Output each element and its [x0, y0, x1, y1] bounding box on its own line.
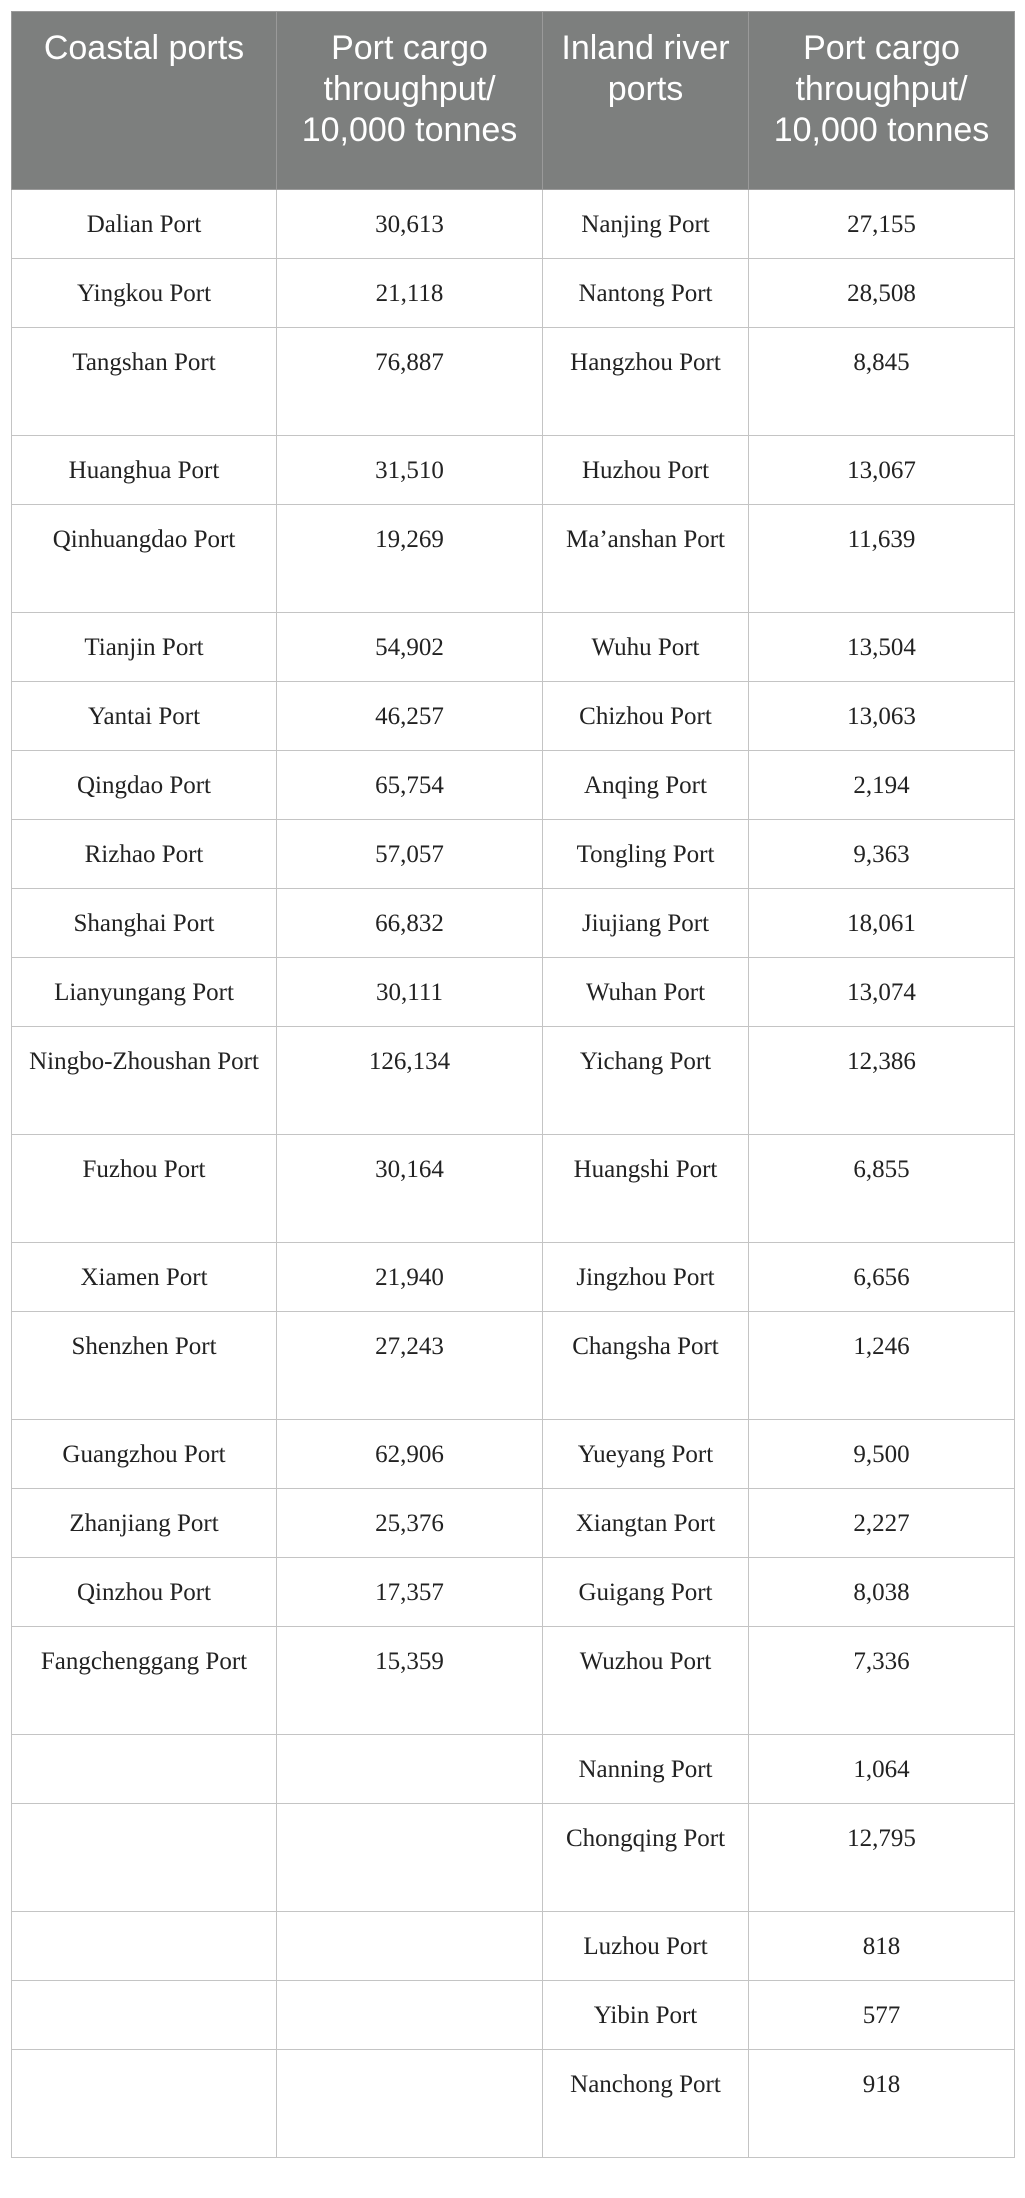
coastal-port-cell: Yantai Port	[12, 682, 277, 751]
table-row	[12, 259, 1015, 328]
coastal-port-cell	[12, 1804, 277, 1912]
inland-port-cell: Wuzhou Port	[543, 1627, 749, 1735]
coastal-port-cell: Shenzhen Port	[12, 1312, 277, 1420]
inland-throughput-cell: 13,074	[749, 958, 1015, 1027]
coastal-throughput-cell: 57,057	[277, 820, 543, 889]
coastal-throughput-cell: 27,243	[277, 1312, 543, 1420]
inland-throughput-cell: 12,795	[749, 1804, 1015, 1912]
coastal-port-cell: Qinhuangdao Port	[12, 505, 277, 613]
table-row	[12, 1804, 1015, 1912]
inland-port-cell: Anqing Port	[543, 751, 749, 820]
inland-port-cell: Wuhu Port	[543, 613, 749, 682]
coastal-port-cell: Dalian Port	[12, 190, 277, 259]
inland-throughput-cell: 2,194	[749, 751, 1015, 820]
inland-throughput-cell: 13,067	[749, 436, 1015, 505]
table-row	[12, 1981, 1015, 2050]
inland-port-cell: Xiangtan Port	[543, 1489, 749, 1558]
inland-port-cell: Chongqing Port	[543, 1804, 749, 1912]
coastal-throughput-cell: 15,359	[277, 1627, 543, 1735]
inland-throughput-cell: 9,363	[749, 820, 1015, 889]
coastal-port-cell: Xiamen Port	[12, 1243, 277, 1312]
header-row	[12, 12, 1015, 190]
coastal-throughput-cell: 65,754	[277, 751, 543, 820]
coastal-throughput-cell: 17,357	[277, 1558, 543, 1627]
inland-throughput-cell: 8,038	[749, 1558, 1015, 1627]
inland-throughput-cell: 11,639	[749, 505, 1015, 613]
table-row	[12, 751, 1015, 820]
coastal-port-cell: Lianyungang Port	[12, 958, 277, 1027]
coastal-port-cell	[12, 1912, 277, 1981]
inland-throughput-cell: 1,064	[749, 1735, 1015, 1804]
inland-port-cell: Changsha Port	[543, 1312, 749, 1420]
table-row	[12, 1420, 1015, 1489]
inland-throughput-cell: 12,386	[749, 1027, 1015, 1135]
inland-throughput-cell: 27,155	[749, 190, 1015, 259]
coastal-throughput-cell	[277, 1735, 543, 1804]
table-row	[12, 2050, 1015, 2158]
inland-port-cell: Yueyang Port	[543, 1420, 749, 1489]
coastal-throughput-cell: 30,164	[277, 1135, 543, 1243]
table-row	[12, 1627, 1015, 1735]
table-row	[12, 1027, 1015, 1135]
coastal-port-cell: Shanghai Port	[12, 889, 277, 958]
coastal-throughput-cell: 30,111	[277, 958, 543, 1027]
coastal-throughput-cell: 66,832	[277, 889, 543, 958]
coastal-port-cell: Zhanjiang Port	[12, 1489, 277, 1558]
inland-throughput-cell: 8,845	[749, 328, 1015, 436]
table-row	[12, 613, 1015, 682]
coastal-port-cell	[12, 1735, 277, 1804]
coastal-port-cell: Rizhao Port	[12, 820, 277, 889]
inland-port-cell: Tongling Port	[543, 820, 749, 889]
coastal-throughput-cell: 54,902	[277, 613, 543, 682]
table-body	[12, 190, 1015, 2158]
coastal-throughput-cell: 21,940	[277, 1243, 543, 1312]
table-row	[12, 889, 1015, 958]
inland-port-cell: Nanchong Port	[543, 2050, 749, 2158]
coastal-throughput-cell: 76,887	[277, 328, 543, 436]
inland-throughput-cell: 1,246	[749, 1312, 1015, 1420]
coastal-throughput-cell: 126,134	[277, 1027, 543, 1135]
inland-port-cell: Yichang Port	[543, 1027, 749, 1135]
coastal-throughput-cell: 25,376	[277, 1489, 543, 1558]
inland-port-cell: Jiujiang Port	[543, 889, 749, 958]
coastal-port-cell: Qinzhou Port	[12, 1558, 277, 1627]
coastal-throughput-cell: 19,269	[277, 505, 543, 613]
header-coastal-ports: Coastal ports	[12, 12, 277, 190]
coastal-throughput-cell	[277, 1804, 543, 1912]
coastal-port-cell	[12, 2050, 277, 2158]
table-row	[12, 1489, 1015, 1558]
table-row	[12, 190, 1015, 259]
inland-throughput-cell: 2,227	[749, 1489, 1015, 1558]
inland-throughput-cell: 13,063	[749, 682, 1015, 751]
table-row	[12, 505, 1015, 613]
table-row	[12, 328, 1015, 436]
coastal-throughput-cell	[277, 2050, 543, 2158]
coastal-port-cell: Fangchenggang Port	[12, 1627, 277, 1735]
table-row	[12, 958, 1015, 1027]
inland-port-cell: Yibin Port	[543, 1981, 749, 2050]
table-row	[12, 1312, 1015, 1420]
inland-port-cell: Nanjing Port	[543, 190, 749, 259]
coastal-port-cell: Fuzhou Port	[12, 1135, 277, 1243]
inland-throughput-cell: 9,500	[749, 1420, 1015, 1489]
table-row	[12, 682, 1015, 751]
coastal-port-cell: Huanghua Port	[12, 436, 277, 505]
inland-throughput-cell: 28,508	[749, 259, 1015, 328]
coastal-port-cell: Yingkou Port	[12, 259, 277, 328]
coastal-port-cell: Guangzhou Port	[12, 1420, 277, 1489]
inland-port-cell: Ma’anshan Port	[543, 505, 749, 613]
inland-port-cell: Guigang Port	[543, 1558, 749, 1627]
header-coastal-throughput: Port cargo throughput/ 10,000 tonnes	[277, 12, 543, 190]
coastal-port-cell	[12, 1981, 277, 2050]
inland-throughput-cell: 7,336	[749, 1627, 1015, 1735]
inland-port-cell: Hangzhou Port	[543, 328, 749, 436]
header-inland-ports: Inland river ports	[543, 12, 749, 190]
inland-throughput-cell: 6,656	[749, 1243, 1015, 1312]
port-throughput-table	[11, 11, 1015, 2158]
inland-port-cell: Nanning Port	[543, 1735, 749, 1804]
table-row	[12, 1558, 1015, 1627]
inland-throughput-cell: 577	[749, 1981, 1015, 2050]
inland-port-cell: Jingzhou Port	[543, 1243, 749, 1312]
header-inland-throughput: Port cargo throughput/ 10,000 tonnes	[749, 12, 1015, 190]
table-row	[12, 436, 1015, 505]
inland-port-cell: Chizhou Port	[543, 682, 749, 751]
inland-throughput-cell: 918	[749, 2050, 1015, 2158]
inland-throughput-cell: 818	[749, 1912, 1015, 1981]
coastal-port-cell: Tangshan Port	[12, 328, 277, 436]
coastal-throughput-cell: 62,906	[277, 1420, 543, 1489]
table-row	[12, 1735, 1015, 1804]
coastal-throughput-cell	[277, 1912, 543, 1981]
inland-port-cell: Nantong Port	[543, 259, 749, 328]
table-header	[12, 12, 1015, 190]
coastal-throughput-cell: 46,257	[277, 682, 543, 751]
table-row	[12, 1912, 1015, 1981]
inland-port-cell: Huzhou Port	[543, 436, 749, 505]
coastal-port-cell: Ningbo-Zhoushan Port	[12, 1027, 277, 1135]
inland-port-cell: Huangshi Port	[543, 1135, 749, 1243]
inland-throughput-cell: 6,855	[749, 1135, 1015, 1243]
coastal-throughput-cell: 31,510	[277, 436, 543, 505]
coastal-throughput-cell: 21,118	[277, 259, 543, 328]
coastal-port-cell: Tianjin Port	[12, 613, 277, 682]
table-row	[12, 1243, 1015, 1312]
inland-throughput-cell: 13,504	[749, 613, 1015, 682]
coastal-throughput-cell: 30,613	[277, 190, 543, 259]
table-row	[12, 820, 1015, 889]
coastal-throughput-cell	[277, 1981, 543, 2050]
table-row	[12, 1135, 1015, 1243]
coastal-port-cell: Qingdao Port	[12, 751, 277, 820]
inland-throughput-cell: 18,061	[749, 889, 1015, 958]
inland-port-cell: Luzhou Port	[543, 1912, 749, 1981]
inland-port-cell: Wuhan Port	[543, 958, 749, 1027]
